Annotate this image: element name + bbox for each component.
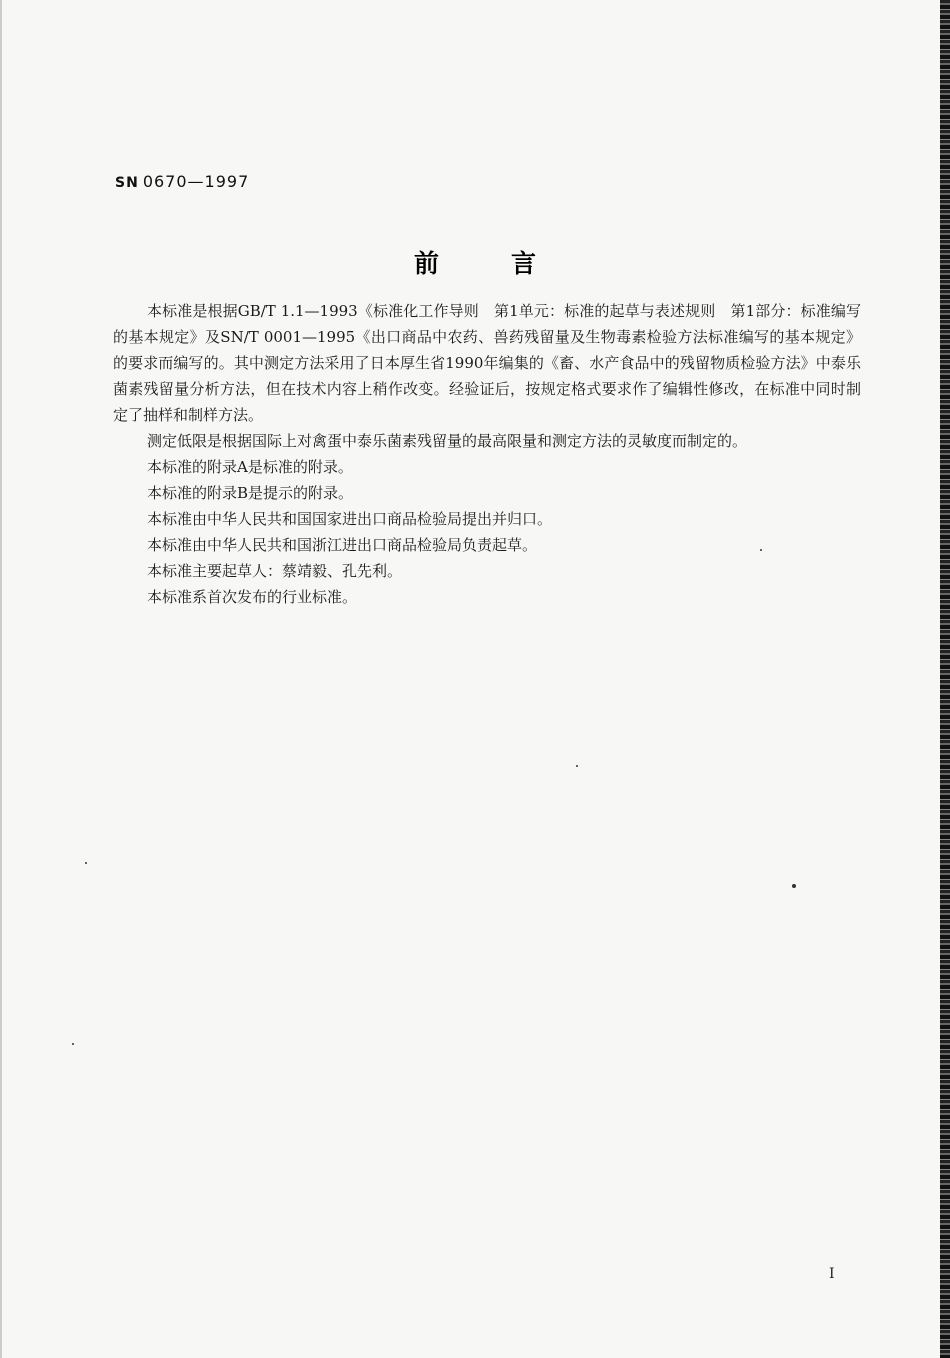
standard-code-number: 0670—1997: [142, 172, 250, 191]
paragraph-first-release: 本标准系首次发布的行业标准。: [147, 588, 358, 606]
paragraph-appendix-a: 本标准的附录A是标准的附录。: [147, 458, 353, 476]
standard-code: [115, 172, 249, 191]
scan-edge-left: [0, 0, 2, 1358]
paragraph-appendix-b: 本标准的附录B是提示的附录。: [147, 484, 354, 502]
foreword-body: [113, 298, 861, 610]
paragraph-basis: 本标准是根据GB/T 1.1—1993《标准化工作导则 第1单元：标准的起草与表述规则 第1部分：标准编写的基本规定》及SN/T 0001—1995《出口商品中农药、兽药残留量及生物毒素检验方法标准编写的基本规定》的要求而编写的。其中测定方法采用了日本厚生省1990年编集的《畜、水产食品中的残留物质检验方法》中泰乐菌素残留量分析方法，但在技术内容上稍作改变。经验证后，按规定格式要求作了编辑性修改，在标准中同时制定了抽样和制样方法。: [113, 302, 861, 424]
scan-speck: [72, 1043, 74, 1045]
scan-speck: [792, 884, 796, 888]
paragraph-drafters: 本标准主要起草人：蔡靖毅、孔先利。: [147, 562, 403, 580]
paragraph-detection-limit: 测定低限是根据国际上对禽蛋中泰乐菌素残留量的最高限量和测定方法的灵敏度而制定的。: [147, 432, 748, 450]
scan-speck: [576, 765, 578, 767]
page-number: I: [829, 1266, 835, 1282]
scan-speck: [85, 862, 87, 864]
paragraph-proposer: 本标准由中华人民共和国国家进出口商品检验局提出并归口。: [147, 510, 553, 528]
standard-code-prefix: SN: [115, 175, 139, 191]
page-title: 前言: [413, 249, 608, 278]
scan-edge-right: [940, 0, 950, 1358]
scan-speck: [760, 549, 762, 551]
paragraph-drafting-unit: 本标准由中华人民共和国浙江进出口商品检验局负责起草。: [147, 536, 538, 554]
